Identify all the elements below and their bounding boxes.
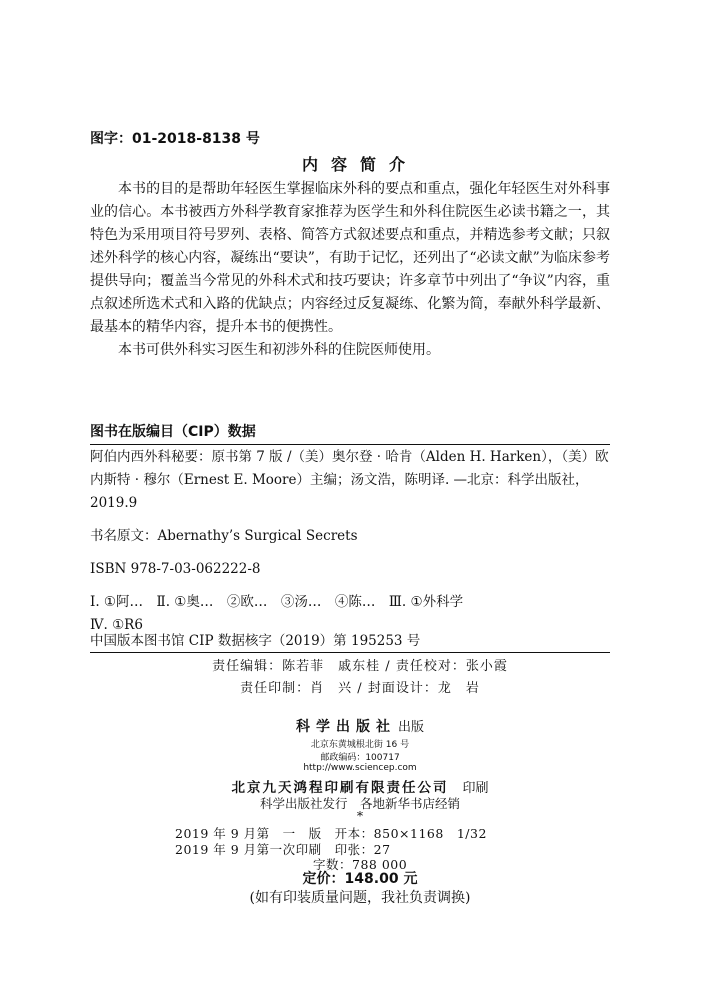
registration-number: 图字：01-2018-8138 号: [90, 131, 260, 147]
cip-description: 阿伯内西外科秘要：原书第 7 版 /（美）奥尔登 · 哈肯（Alden H. Harken），（美）欧内斯特 · 穆尔（Ernest E. Moore）主编；汤文浩，陈明译. —北京：科学出版社，2019.9: [90, 449, 609, 511]
publisher-website: http://www.sciencep.com: [303, 763, 417, 773]
printer-line: [0, 776, 720, 796]
edition-line: 2019 年 9 月第 一 版 开本：850×1168 1/32: [175, 826, 487, 841]
publisher-suffix: 出版: [397, 720, 424, 735]
intro-paragraph: 本书可供外科实习医生和初涉外科的住院医师使用。: [118, 342, 440, 358]
publisher-line: [0, 716, 720, 736]
publisher-postcode: 邮政编码：100717: [320, 753, 400, 763]
editor-credits: 责任编辑：陈若菲 戚东桂 / 责任校对：张小霞: [212, 659, 508, 674]
production-credits: 责任印制：肖 兴 / 封面设计：龙 岩: [240, 681, 480, 696]
publisher-address: 北京东黄城根北街 16 号: [310, 740, 410, 750]
cip-classification-line1: Ⅰ. ①阿… Ⅱ. ①奥… ②欧… ③汤… ④陈… Ⅲ. ①外科学: [90, 594, 464, 610]
publisher-name: 科学出版社: [295, 719, 396, 735]
cip-isbn: ISBN 978-7-03-062222-8: [90, 561, 261, 577]
printing-line: 2019 年 9 月第一次印刷 印张：27: [175, 842, 391, 857]
cip-classification-line2: Ⅳ. ①R6: [90, 617, 143, 633]
distribution-line: 科学出版社发行 各地新华书店经销: [259, 796, 460, 811]
word-count: 字数：788 000: [313, 857, 408, 872]
intro-title: 内容简介: [301, 155, 418, 174]
cip-original-title: 书名原文：Abernathy’s Surgical Secrets: [90, 528, 358, 544]
intro-paragraph: 本书的目的是帮助年轻医生掌握临床外科的要点和重点，强化年轻医生对外科事业的信心。本书被西方外科学教育家推荐为医学生和外科住院医生必读书籍之一，其特色为采用项目符号罗列、表格、简答方式叙述要点和重点，并精选参考文献；只叙述外科学的核心内容，凝练出“要诀”，有助于记忆，还列出了“必读文献”为临床参考提供导向；覆盖当今常见的外科术式和技巧要诀；许多章节中列出了“争议”内容，重点叙述所选术式和入路的优缺点；内容经过反复凝练、化繁为简，奉献外科学最新、最基本的精华内容，提升本书的便携性。: [90, 181, 610, 335]
printer-suffix: 印刷: [462, 781, 489, 796]
cip-section: [90, 446, 610, 637]
price: 定价：148.00 元: [302, 871, 418, 887]
intro-section: [90, 178, 610, 362]
separator-star: *: [356, 808, 364, 823]
quality-notice: (如有印装质量问题，我社负责调换): [249, 890, 471, 906]
cip-header: 图书在版编目（CIP）数据: [90, 421, 610, 445]
cip-number: 中国版本图书馆 CIP 数据核字（2019）第 195253 号: [90, 629, 610, 653]
printer-name: 北京九天鸿程印刷有限责任公司: [231, 780, 449, 796]
